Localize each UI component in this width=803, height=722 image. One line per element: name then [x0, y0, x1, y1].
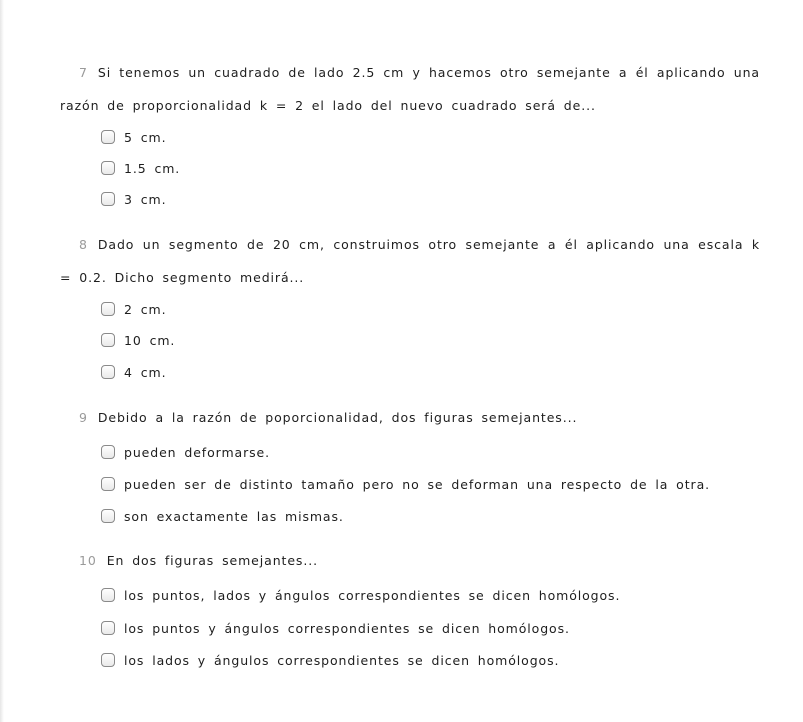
question-8-text: 8 Dado un segmento de 20 cm, construimos otro semejante a él aplicando una escala k = 0.2. Dicho segmento medirá...	[60, 237, 760, 285]
question-9-option-1[interactable]: pueden deformarse.	[101, 443, 270, 461]
radio-button[interactable]	[101, 509, 115, 523]
radio-button[interactable]	[101, 365, 115, 379]
radio-button[interactable]	[101, 621, 115, 635]
question-8-option-1[interactable]: 2 cm.	[101, 300, 166, 318]
question-8-option-2[interactable]: 10 cm.	[101, 331, 175, 349]
radio-button[interactable]	[101, 192, 115, 206]
radio-button[interactable]	[101, 161, 115, 175]
question-10-text: 10 En dos figuras semejantes...	[79, 553, 318, 568]
radio-button[interactable]	[101, 333, 115, 347]
question-9-number: 9	[79, 410, 88, 425]
question-8-number: 8	[79, 237, 88, 252]
question-7-number: 7	[79, 65, 88, 80]
radio-button[interactable]	[101, 653, 115, 667]
question-10-number: 10	[79, 553, 97, 568]
question-7-text: 7 Si tenemos un cuadrado de lado 2.5 cm y hacemos otro semejante a él aplicando una razón de proporcionalidad k = 2 el lado del nuevo cuadrado será de...	[60, 65, 760, 113]
radio-button[interactable]	[101, 588, 115, 602]
question-9-text: 9 Debido a la razón de poporcionalidad, dos figuras semejantes...	[79, 410, 578, 425]
radio-button[interactable]	[101, 445, 115, 459]
question-10-option-1[interactable]: los puntos, lados y ángulos correspondientes se dicen homólogos.	[101, 586, 620, 604]
page-left-edge	[0, 0, 4, 722]
question-7-option-1[interactable]: 5 cm.	[101, 128, 166, 146]
question-8-option-3[interactable]: 4 cm.	[101, 363, 166, 381]
question-9-option-2[interactable]: pueden ser de distinto tamaño pero no se deforman una respecto de la otra.	[101, 475, 710, 493]
question-7-option-2[interactable]: 1.5 cm.	[101, 159, 180, 177]
question-10-option-2[interactable]: los puntos y ángulos correspondientes se dicen homólogos.	[101, 619, 570, 637]
question-10-option-3[interactable]: los lados y ángulos correspondientes se dicen homólogos.	[101, 651, 559, 669]
question-9-option-3[interactable]: son exactamente las mismas.	[101, 507, 344, 525]
radio-button[interactable]	[101, 477, 115, 491]
question-7-option-3[interactable]: 3 cm.	[101, 190, 166, 208]
radio-button[interactable]	[101, 302, 115, 316]
radio-button[interactable]	[101, 130, 115, 144]
